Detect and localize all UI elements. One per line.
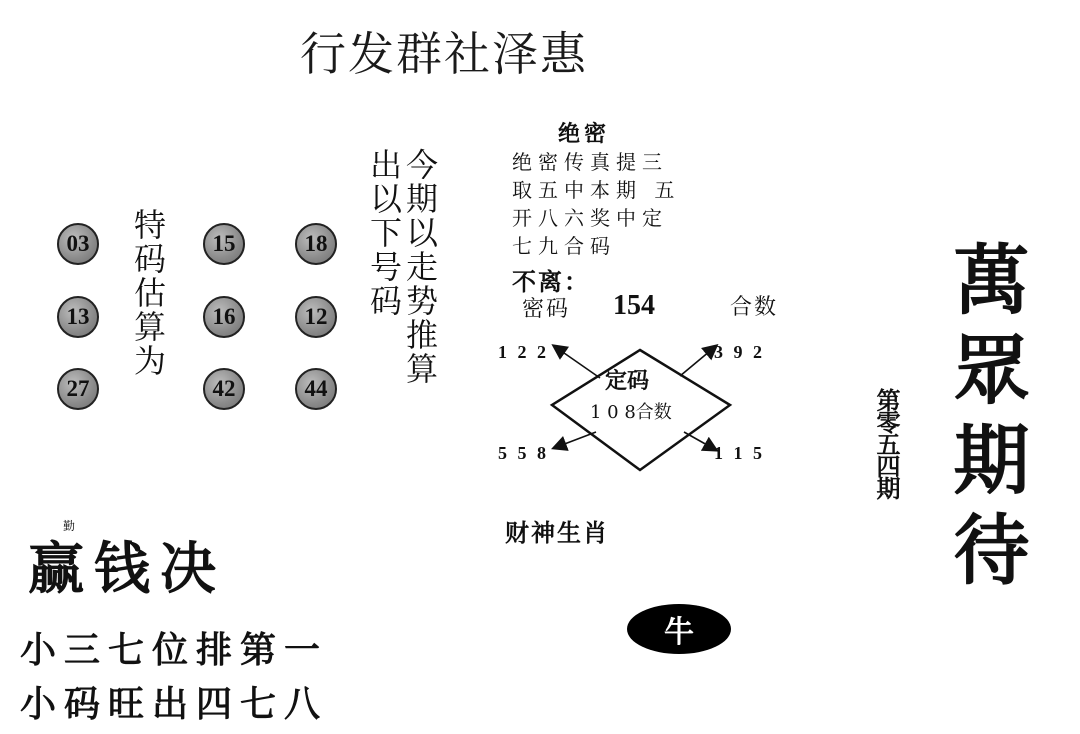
number-bottom-left: 5 5 8 xyxy=(498,443,549,463)
number-top-left: 1 2 2 xyxy=(498,342,549,362)
secret-line: 绝密传真提三 xyxy=(512,150,668,174)
number-bottom-right: 1 1 5 xyxy=(714,443,765,463)
number-ball: 42 xyxy=(203,368,245,410)
big-vertical-title: 萬眾期待 xyxy=(941,240,1030,600)
page-title: 行发群社泽惠 xyxy=(300,27,588,81)
arrow-top-left xyxy=(554,346,600,378)
number-ball: 16 xyxy=(203,296,245,338)
rule-line: 小码旺出四七八 xyxy=(20,683,329,725)
ding-code-title: 定码 xyxy=(605,369,650,394)
secret-line: 取五中本期 五 xyxy=(512,178,681,202)
rule-line: 小三七位排第一 xyxy=(20,629,329,671)
arrow-top-right xyxy=(680,346,716,376)
heshu-label: 合数 xyxy=(730,295,779,320)
number-ball: 03 xyxy=(57,223,99,265)
special-estimate-label: 特码估算为 xyxy=(129,208,167,378)
ying-small-mark: 勤 xyxy=(63,519,76,533)
secret-line: 七九合码 xyxy=(512,234,616,258)
zodiac-badge: 牛 xyxy=(627,604,731,654)
mima-label: 密码 xyxy=(522,297,571,322)
secret-line: 开八六奖中定 xyxy=(512,206,668,230)
number-ball: 13 xyxy=(57,296,99,338)
ying-title: 赢钱决 xyxy=(28,536,226,602)
caishen-label: 财神生肖 xyxy=(505,519,609,547)
arrow-bottom-right xyxy=(684,432,716,450)
number-ball: 15 xyxy=(203,223,245,265)
number-ball: 44 xyxy=(295,368,337,410)
number-ball: 18 xyxy=(295,223,337,265)
secret-heading: 绝密 xyxy=(558,122,611,147)
ding-code-sub: 1 0 8合数 xyxy=(590,402,672,423)
trend-text-col2: 出以下号码 xyxy=(365,148,403,318)
buli-label: 不离： xyxy=(512,268,590,296)
trend-text-col1: 今期以走势推算 xyxy=(401,148,439,386)
number-ball: 27 xyxy=(57,368,99,410)
issue-label: 第零五四期 xyxy=(872,388,901,498)
number-ball: 12 xyxy=(295,296,337,338)
number-top-right: 3 9 2 xyxy=(714,342,765,362)
mima-value: 154 xyxy=(613,290,655,321)
arrow-bottom-left xyxy=(554,432,596,448)
